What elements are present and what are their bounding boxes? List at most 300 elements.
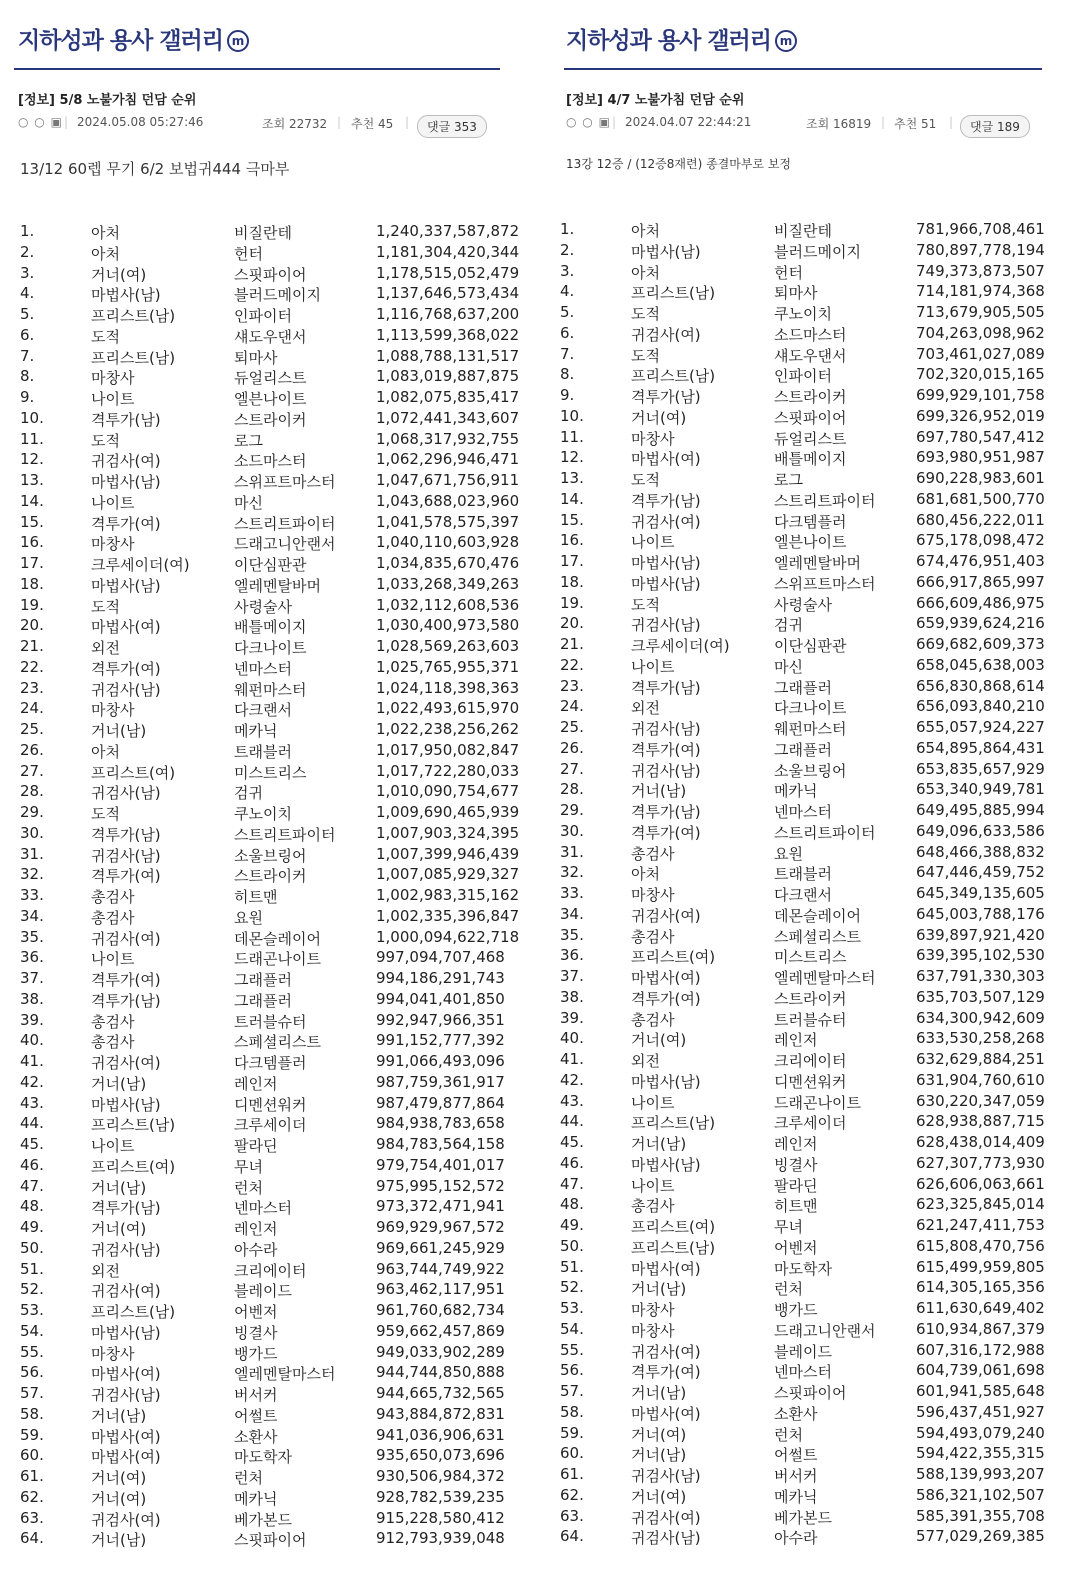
- class-name: 격투가(여): [91, 514, 161, 533]
- rank-number: 49.: [20, 1218, 44, 1236]
- class-name: 나이트: [631, 1093, 675, 1112]
- rank-number: 45.: [20, 1135, 44, 1153]
- header-divider: [564, 68, 1042, 70]
- job-name: 미스트리스: [234, 763, 307, 782]
- job-name: 마도학자: [234, 1448, 292, 1467]
- damage-value: 1,022,493,615,970: [376, 699, 520, 718]
- damage-value: 963,462,117,951: [376, 1280, 505, 1299]
- rank-number: 12.: [20, 450, 44, 469]
- class-name: 마법사(남): [631, 242, 701, 261]
- rank-number: 14.: [20, 491, 44, 510]
- class-name: 총검사: [631, 844, 675, 863]
- class-name: 거너(남): [91, 1531, 147, 1550]
- rank-number: 13.: [560, 469, 584, 487]
- rank-number: 3.: [20, 263, 35, 282]
- job-name: 소드마스터: [234, 452, 307, 471]
- rank-number: 10.: [560, 406, 584, 425]
- rank-number: 39.: [560, 1008, 584, 1027]
- rank-number: 51.: [560, 1257, 584, 1276]
- class-name: 도적: [91, 431, 120, 450]
- class-name: 프리스트(여): [631, 948, 716, 967]
- class-name: 격투가(여): [631, 989, 701, 1008]
- class-name: 프리스트(남): [631, 1114, 716, 1133]
- class-name: 귀검사(남): [631, 720, 701, 738]
- meta-separator: |: [949, 115, 954, 129]
- damage-value: 594,493,079,240: [916, 1423, 1045, 1442]
- class-name: 거너(여): [631, 1487, 687, 1506]
- class-name: 거너(남): [91, 722, 147, 740]
- rank-number: 21.: [560, 635, 584, 653]
- damage-value: 1,007,903,324,395: [376, 823, 520, 842]
- damage-value: 1,000,094,622,718: [376, 927, 520, 946]
- class-name: 총검사: [631, 1197, 675, 1216]
- job-name: 소울브링어: [234, 846, 307, 865]
- rank-number: 2.: [560, 240, 575, 259]
- damage-value: 1,116,768,637,200: [376, 305, 520, 323]
- job-name: 블러드메이지: [234, 286, 321, 305]
- damage-value: 704,263,098,962: [916, 323, 1045, 342]
- class-name: 마창사: [91, 1344, 135, 1363]
- rank-number: 28.: [560, 780, 584, 799]
- rank-number: 20.: [560, 614, 584, 633]
- rank-number: 43.: [560, 1091, 584, 1110]
- damage-value: 1,240,337,587,872: [376, 222, 520, 240]
- rank-number: 28.: [20, 782, 44, 801]
- job-name: 히트맨: [774, 1197, 818, 1216]
- job-name: 스트리트파이터: [234, 514, 336, 533]
- damage-value: 930,506,984,372: [376, 1467, 505, 1485]
- job-name: 데몬슬레이어: [774, 906, 861, 925]
- rank-number: 51.: [20, 1259, 44, 1278]
- class-name: 프리스트(남): [91, 348, 176, 367]
- job-name: 스핏파이어: [774, 408, 847, 427]
- job-name: 비질란테: [234, 224, 292, 242]
- class-name: 마법사(여): [91, 1448, 161, 1467]
- damage-value: 655,057,924,227: [916, 718, 1045, 736]
- rank-number: 56.: [560, 1361, 584, 1380]
- post-description: 13/12 60렙 무기 6/2 보법귀444 극마부: [20, 160, 290, 178]
- damage-value: 1,028,569,263,603: [376, 637, 520, 655]
- job-name: 배틀메이지: [234, 618, 307, 637]
- damage-value: 675,178,098,472: [916, 531, 1045, 550]
- damage-value: 615,499,959,805: [916, 1257, 1045, 1276]
- job-name: 다크템플러: [774, 512, 847, 531]
- damage-value: 1,009,690,465,939: [376, 803, 520, 821]
- rank-number: 11.: [20, 429, 44, 448]
- class-name: 마법사(남): [91, 1095, 161, 1114]
- rank-number: 24.: [560, 697, 584, 716]
- job-name: 런처: [774, 1280, 803, 1299]
- class-name: 외전: [631, 699, 660, 718]
- job-name: 메카닉: [774, 782, 818, 801]
- class-name: 마법사(남): [91, 576, 161, 595]
- class-name: 프리스트(여): [631, 1218, 716, 1236]
- rank-number: 48.: [560, 1195, 584, 1214]
- damage-value: 658,045,638,003: [916, 655, 1045, 674]
- damage-value: 780,897,778,194: [916, 240, 1045, 259]
- rank-number: 5.: [20, 305, 35, 323]
- rank-number: 62.: [560, 1485, 584, 1504]
- job-name: 엘레멘탈마스터: [234, 1365, 336, 1384]
- class-name: 귀검사(남): [91, 784, 161, 803]
- class-name: 귀검사(남): [91, 1240, 161, 1259]
- damage-value: 975,995,152,572: [376, 1176, 505, 1195]
- class-name: 크루세이더(여): [91, 556, 190, 574]
- job-name: 아수라: [234, 1240, 278, 1259]
- job-name: 비질란테: [774, 222, 832, 240]
- rank-number: 41.: [560, 1050, 584, 1068]
- job-name: 쿠노이치: [774, 305, 832, 323]
- job-name: 그래플러: [774, 678, 832, 697]
- reply-count-button[interactable]: 댓글 189: [960, 115, 1030, 138]
- damage-value: 994,041,401,850: [376, 989, 505, 1008]
- damage-value: 630,220,347,059: [916, 1091, 1045, 1110]
- damage-value: 1,068,317,932,755: [376, 429, 520, 448]
- rank-number: 16.: [560, 531, 584, 550]
- class-name: 마법사(여): [91, 1427, 161, 1446]
- rank-number: 6.: [560, 323, 575, 342]
- class-name: 마법사(여): [91, 618, 161, 637]
- gallery-title-text[interactable]: 지하성과 용사 갤러리: [18, 28, 223, 54]
- job-name: 스위프트마스터: [774, 574, 876, 593]
- class-name: 마법사(남): [631, 574, 701, 593]
- rank-number: 42.: [20, 1072, 44, 1091]
- damage-value: 997,094,707,468: [376, 948, 505, 967]
- job-name: 뱅가드: [774, 1301, 818, 1319]
- damage-value: 944,665,732,565: [376, 1384, 505, 1402]
- reply-count-button[interactable]: 댓글 353: [417, 115, 487, 138]
- rank-number: 53.: [560, 1299, 584, 1317]
- class-name: 아처: [91, 224, 120, 242]
- header-divider: [14, 68, 500, 70]
- damage-value: 635,703,507,129: [916, 987, 1045, 1006]
- damage-value: 1,022,238,256,262: [376, 720, 520, 738]
- rank-number: 36.: [560, 946, 584, 965]
- class-name: 마창사: [91, 701, 135, 720]
- rank-number: 5.: [560, 303, 575, 321]
- damage-value: 928,782,539,235: [376, 1487, 505, 1506]
- damage-value: 1,113,599,368,022: [376, 325, 520, 344]
- class-name: 나이트: [91, 950, 135, 969]
- class-name: 프리스트(남): [91, 307, 176, 325]
- damage-value: 1,030,400,973,580: [376, 616, 520, 635]
- class-name: 나이트: [631, 533, 675, 552]
- meta-separator: |: [337, 115, 342, 129]
- class-name: 크루세이더(여): [631, 637, 730, 655]
- class-name: 거너(남): [631, 782, 687, 801]
- rank-number: 11.: [560, 427, 584, 446]
- damage-value: 585,391,355,708: [916, 1506, 1045, 1525]
- class-name: 거너(여): [91, 1489, 147, 1508]
- rank-number: 33.: [20, 886, 44, 904]
- class-name: 격투가(남): [91, 410, 161, 429]
- job-name: 요원: [234, 908, 263, 927]
- class-name: 나이트: [91, 1137, 135, 1155]
- rank-number: 1.: [560, 220, 575, 238]
- job-name: 어벤저: [234, 1303, 278, 1321]
- rank-number: 50.: [560, 1236, 584, 1255]
- job-name: 소드마스터: [774, 325, 847, 344]
- job-name: 스트리트파이터: [234, 825, 336, 844]
- view-count: 조회 16819: [806, 117, 872, 131]
- damage-value: 1,034,835,670,476: [376, 554, 520, 572]
- rank-number: 23.: [560, 676, 584, 695]
- rank-number: 4.: [560, 282, 575, 301]
- damage-value: 594,422,355,315: [916, 1444, 1045, 1463]
- rank-number: 63.: [20, 1508, 44, 1527]
- damage-value: 979,754,401,017: [376, 1155, 505, 1174]
- class-name: 프리스트(남): [91, 1303, 176, 1321]
- class-name: 총검사: [91, 888, 135, 906]
- rank-number: 7.: [560, 344, 575, 363]
- damage-value: 623,325,845,014: [916, 1195, 1045, 1214]
- class-name: 도적: [631, 346, 660, 365]
- class-name: 마창사: [631, 1301, 675, 1319]
- job-name: 듀얼리스트: [774, 429, 847, 448]
- damage-value: 703,461,027,089: [916, 344, 1045, 363]
- job-name: 스핏파이어: [774, 1384, 847, 1402]
- rank-number: 32.: [560, 863, 584, 882]
- damage-value: 654,895,864,431: [916, 738, 1045, 757]
- rank-number: 12.: [560, 448, 584, 467]
- class-name: 격투가(남): [631, 803, 701, 821]
- post-meta: [18, 113, 493, 135]
- rank-number: 20.: [20, 616, 44, 635]
- job-name: 드래고니안랜서: [234, 535, 336, 554]
- rank-number: 52.: [560, 1278, 584, 1297]
- job-name: 헌터: [774, 263, 803, 282]
- damage-value: 588,139,993,207: [916, 1465, 1045, 1483]
- job-name: 다크나이트: [234, 639, 307, 657]
- class-name: 귀검사(여): [631, 1342, 701, 1361]
- rank-number: 53.: [20, 1301, 44, 1319]
- job-name: 블러드메이지: [774, 242, 861, 261]
- damage-value: 973,372,471,941: [376, 1197, 505, 1216]
- job-name: 엘븐나이트: [774, 533, 847, 552]
- rank-number: 34.: [20, 906, 44, 925]
- damage-value: 944,744,850,888: [376, 1363, 505, 1382]
- rank-number: 29.: [560, 801, 584, 819]
- rank-number: 8.: [20, 367, 35, 386]
- damage-value: 690,228,983,601: [916, 469, 1045, 487]
- recommend-count: 추천 45: [351, 117, 394, 131]
- rank-number: 31.: [20, 844, 44, 863]
- job-name: 아수라: [774, 1529, 818, 1548]
- rank-number: 56.: [20, 1363, 44, 1382]
- damage-value: 634,300,942,609: [916, 1008, 1045, 1027]
- post-date: 2024.04.07 22:44:21: [625, 115, 752, 129]
- damage-value: 1,047,671,756,911: [376, 471, 520, 489]
- class-name: 아처: [631, 263, 660, 282]
- rank-number: 18.: [560, 572, 584, 591]
- minor-gallery-icon: m: [775, 30, 797, 52]
- class-name: 거너(남): [631, 1135, 687, 1153]
- job-name: 검귀: [234, 784, 263, 803]
- rank-number: 41.: [20, 1052, 44, 1070]
- meta-separator: |: [405, 115, 410, 129]
- rank-number: 55.: [20, 1342, 44, 1361]
- rank-number: 54.: [560, 1319, 584, 1338]
- job-name: 스트라이커: [774, 388, 847, 406]
- job-name: 트러블슈터: [774, 1010, 847, 1029]
- job-name: 요원: [774, 844, 803, 863]
- rank-number: 25.: [20, 720, 44, 738]
- class-name: 거너(여): [631, 1031, 687, 1050]
- damage-value: 963,744,749,922: [376, 1259, 505, 1278]
- rank-number: 55.: [560, 1340, 584, 1359]
- class-name: 마창사: [631, 429, 675, 448]
- job-name: 스트리트파이터: [774, 491, 876, 510]
- class-name: 귀검사(여): [91, 1054, 161, 1072]
- rank-number: 13.: [20, 471, 44, 489]
- class-name: 프리스트(남): [631, 367, 716, 386]
- rank-number: 31.: [560, 842, 584, 861]
- damage-value: 577,029,269,385: [916, 1527, 1045, 1546]
- rank-number: 2.: [20, 242, 35, 261]
- class-name: 외전: [91, 639, 120, 657]
- damage-value: 1,062,296,946,471: [376, 450, 520, 469]
- damage-value: 666,917,865,997: [916, 572, 1045, 591]
- damage-value: 1,007,085,929,327: [376, 865, 520, 884]
- class-name: 귀검사(남): [91, 846, 161, 865]
- recommend-count: 추천 51: [894, 117, 937, 131]
- rank-number: 16.: [20, 533, 44, 552]
- class-name: 아처: [631, 865, 660, 884]
- damage-value: 639,395,102,530: [916, 946, 1045, 965]
- rank-number: 60.: [20, 1446, 44, 1465]
- minor-gallery-icon: m: [227, 30, 249, 52]
- class-name: 귀검사(여): [91, 452, 161, 471]
- damage-value: 611,630,649,402: [916, 1299, 1045, 1317]
- damage-value: 984,938,783,658: [376, 1114, 505, 1133]
- job-name: 로그: [234, 431, 263, 450]
- rank-number: 38.: [20, 989, 44, 1008]
- gallery-title[interactable]: [18, 22, 249, 55]
- damage-value: 1,181,304,420,344: [376, 242, 520, 261]
- rank-number: 40.: [20, 1031, 44, 1050]
- damage-value: 991,152,777,392: [376, 1031, 505, 1050]
- rank-number: 60.: [560, 1444, 584, 1463]
- post-date: 2024.05.08 05:27:46: [77, 115, 204, 129]
- job-name: 빙결사: [234, 1323, 278, 1342]
- damage-value: 604,739,061,698: [916, 1361, 1045, 1380]
- damage-value: 699,929,101,758: [916, 386, 1045, 404]
- class-name: 거너(여): [91, 1220, 147, 1238]
- class-name: 거너(여): [631, 1425, 687, 1444]
- class-name: 마창사: [91, 535, 135, 554]
- damage-value: 628,938,887,715: [916, 1112, 1045, 1131]
- damage-value: 645,349,135,605: [916, 884, 1045, 902]
- damage-value: 781,966,708,461: [916, 220, 1045, 238]
- gallery-title-text[interactable]: 지하성과 용사 갤러리: [566, 28, 771, 54]
- class-name: 아처: [91, 742, 120, 761]
- class-name: 귀검사(여): [91, 929, 161, 948]
- job-name: 런처: [234, 1469, 263, 1487]
- writer-icons: ○ ○ ▣: [566, 115, 611, 129]
- job-name: 소환사: [774, 1404, 818, 1423]
- class-name: 도적: [91, 327, 120, 346]
- rank-number: 1.: [20, 222, 35, 240]
- damage-value: 659,939,624,216: [916, 614, 1045, 633]
- class-name: 나이트: [91, 493, 135, 512]
- rank-number: 25.: [560, 718, 584, 736]
- rank-number: 61.: [560, 1465, 584, 1483]
- damage-value: 615,808,470,756: [916, 1236, 1045, 1255]
- damage-value: 586,321,102,507: [916, 1485, 1045, 1504]
- job-name: 넨마스터: [234, 1199, 292, 1218]
- class-name: 나이트: [631, 657, 675, 676]
- damage-value: 697,780,547,412: [916, 427, 1045, 446]
- job-name: 그래플러: [234, 971, 292, 989]
- damage-value: 656,830,868,614: [916, 676, 1045, 695]
- job-name: 소울브링어: [774, 761, 847, 780]
- job-name: 퇴마사: [774, 284, 818, 303]
- damage-value: 680,456,222,011: [916, 510, 1045, 529]
- job-name: 레인저: [234, 1220, 278, 1238]
- job-name: 팔라딘: [774, 1176, 818, 1195]
- meta-separator: |: [612, 115, 617, 129]
- rank-number: 52.: [20, 1280, 44, 1299]
- job-name: 넨마스터: [774, 803, 832, 821]
- damage-value: 1,082,075,835,417: [376, 388, 520, 406]
- gallery-title[interactable]: [566, 22, 797, 55]
- rank-number: 15.: [20, 512, 44, 531]
- class-name: 귀검사(남): [631, 616, 701, 635]
- rank-number: 64.: [20, 1529, 44, 1548]
- class-name: 총검사: [91, 1012, 135, 1031]
- class-name: 총검사: [91, 1033, 135, 1052]
- damage-value: 649,096,633,586: [916, 821, 1045, 840]
- rank-number: 3.: [560, 261, 575, 280]
- damage-value: 626,606,063,661: [916, 1174, 1045, 1193]
- class-name: 총검사: [91, 908, 135, 927]
- class-name: 프리스트(남): [631, 284, 716, 303]
- rank-number: 17.: [560, 552, 584, 570]
- damage-value: 1,007,399,946,439: [376, 844, 520, 863]
- job-name: 쿠노이치: [234, 805, 292, 823]
- damage-value: 1,178,515,052,479: [376, 263, 520, 282]
- rank-number: 4.: [20, 284, 35, 303]
- job-name: 어썰트: [774, 1446, 818, 1465]
- job-name: 다크나이트: [774, 699, 847, 718]
- rank-number: 26.: [20, 740, 44, 759]
- class-name: 격투가(여): [91, 971, 161, 989]
- rank-number: 7.: [20, 346, 35, 365]
- job-name: 디멘션워커: [774, 1072, 847, 1091]
- damage-value: 653,835,657,929: [916, 759, 1045, 778]
- job-name: 스핏파이어: [234, 265, 307, 284]
- job-name: 뱅가드: [234, 1344, 278, 1363]
- damage-value: 674,476,951,403: [916, 552, 1045, 570]
- damage-value: 614,305,165,356: [916, 1278, 1045, 1297]
- class-name: 외전: [631, 1052, 660, 1070]
- job-name: 빙결사: [774, 1155, 818, 1174]
- rank-number: 9.: [20, 388, 35, 406]
- class-name: 격투가(남): [631, 678, 701, 697]
- class-name: 프리스트(여): [91, 763, 176, 782]
- job-name: 로그: [774, 471, 803, 489]
- job-name: 스트라이커: [774, 989, 847, 1008]
- class-name: 아처: [631, 222, 660, 240]
- job-name: 스페셜리스트: [774, 927, 861, 946]
- class-name: 마법사(여): [631, 1259, 701, 1278]
- job-name: 드래곤나이트: [774, 1093, 861, 1112]
- job-name: 엘레멘탈마스터: [774, 969, 876, 987]
- rank-number: 58.: [20, 1404, 44, 1423]
- class-name: 아처: [91, 244, 120, 263]
- class-name: 귀검사(여): [631, 1508, 701, 1527]
- class-name: 격투가(여): [631, 1363, 701, 1382]
